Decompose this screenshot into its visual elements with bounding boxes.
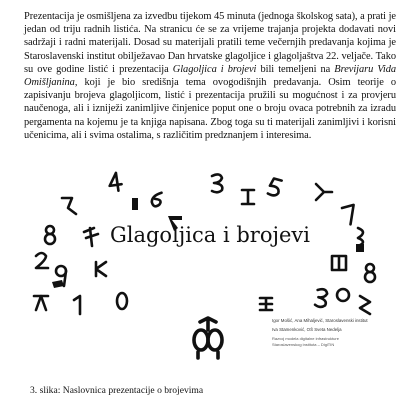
credits-project-line-1: Razvoj modela digitalne infrastrukture <box>272 336 339 341</box>
credits-authors-2: Iva Stamenković, OŠ Sveta Nedelja <box>272 327 342 332</box>
glyph-zero <box>117 293 127 309</box>
glagolitic-cover-graphic <box>24 168 396 380</box>
glagolitic-glyph <box>52 280 64 288</box>
glagolitic-glyph <box>62 198 76 214</box>
glagolitic-glyph <box>360 296 370 314</box>
glagolitic-glyph <box>332 256 346 270</box>
credits-authors: Igor Mošić, Ana Mihaljević, Staroslavenski institut <box>272 318 368 323</box>
figure-caption: 3. slika: Naslovnica prezentacije o brojevima <box>30 385 204 396</box>
glagolitic-glyph <box>356 244 364 252</box>
paragraph-text-3: , koji je bio središnja tema ovogodišnjih predavanja. Osim teorije o zapisivanju brojeva glagoljicom, listić i prezentacija pružili su mogućnost i za provjeru naučenoga, ali i izniježi zanimljive činjenice poput one o broju ovaca potrebnih za izradu pergamenta na kojemu je ta knjiga napisana. Zbog toga su ti materijali zanimljivi i korisni učenicima, ali i svima ostalima, s različitim predznanjem i interesima. <box>24 77 396 141</box>
cover-title: Glagoljica i brojevi <box>109 223 311 247</box>
glyph-seven <box>342 205 358 225</box>
body-paragraph <box>24 10 396 142</box>
glagolitic-glyph <box>96 262 106 276</box>
paragraph-text-2: bili temeljeni na <box>256 63 335 75</box>
presentation-cover-figure <box>24 168 396 380</box>
glyph-four <box>108 172 122 191</box>
glagolitic-glyph <box>132 198 138 210</box>
glyph-zero <box>337 289 349 301</box>
glyph-three <box>315 288 328 307</box>
glagolitic-glyph <box>84 228 98 246</box>
paragraph-italic-breviary: Brevijaru Vida Omišljanina <box>24 63 397 89</box>
paragraph-text-1: Prezentacija je osmišljena za izvedbu tijekom 45 minuta (jednoga školskog sata), a prati je jedan od triju radnih listića. Na stranicu će se za vrijeme trajanja projekta dodavati novi sadržaji i radni materijali. Dosad su materijali pratili teme večernjih predavanja kojima je Staroslavenski institut obilježavao Dan hrvatske glagoljice i glagoljaštva 22. veljače. Tako su ove godine listić i prezentacija <box>24 11 396 75</box>
glagolitic-az-glyph <box>194 318 222 358</box>
glagolitic-glyph <box>316 184 332 200</box>
glyph-eight <box>365 264 375 282</box>
glyph-one <box>74 296 80 314</box>
cover-credits <box>272 318 400 348</box>
glagolitic-glyph <box>260 298 272 310</box>
glagolitic-glyph <box>242 190 254 204</box>
glyph-three <box>212 174 222 192</box>
glyph-two <box>36 253 48 268</box>
glagolitic-glyph <box>34 296 48 310</box>
glyph-eight <box>45 226 55 244</box>
glagolitic-glyph <box>358 228 363 246</box>
paragraph-italic-title: Glagoljica i brojevi <box>172 63 257 75</box>
glyph-five <box>268 178 282 197</box>
glyph-six <box>150 191 163 208</box>
credits-project-line-2: Staroslavenskog instituta – DigiTIN <box>272 342 335 347</box>
